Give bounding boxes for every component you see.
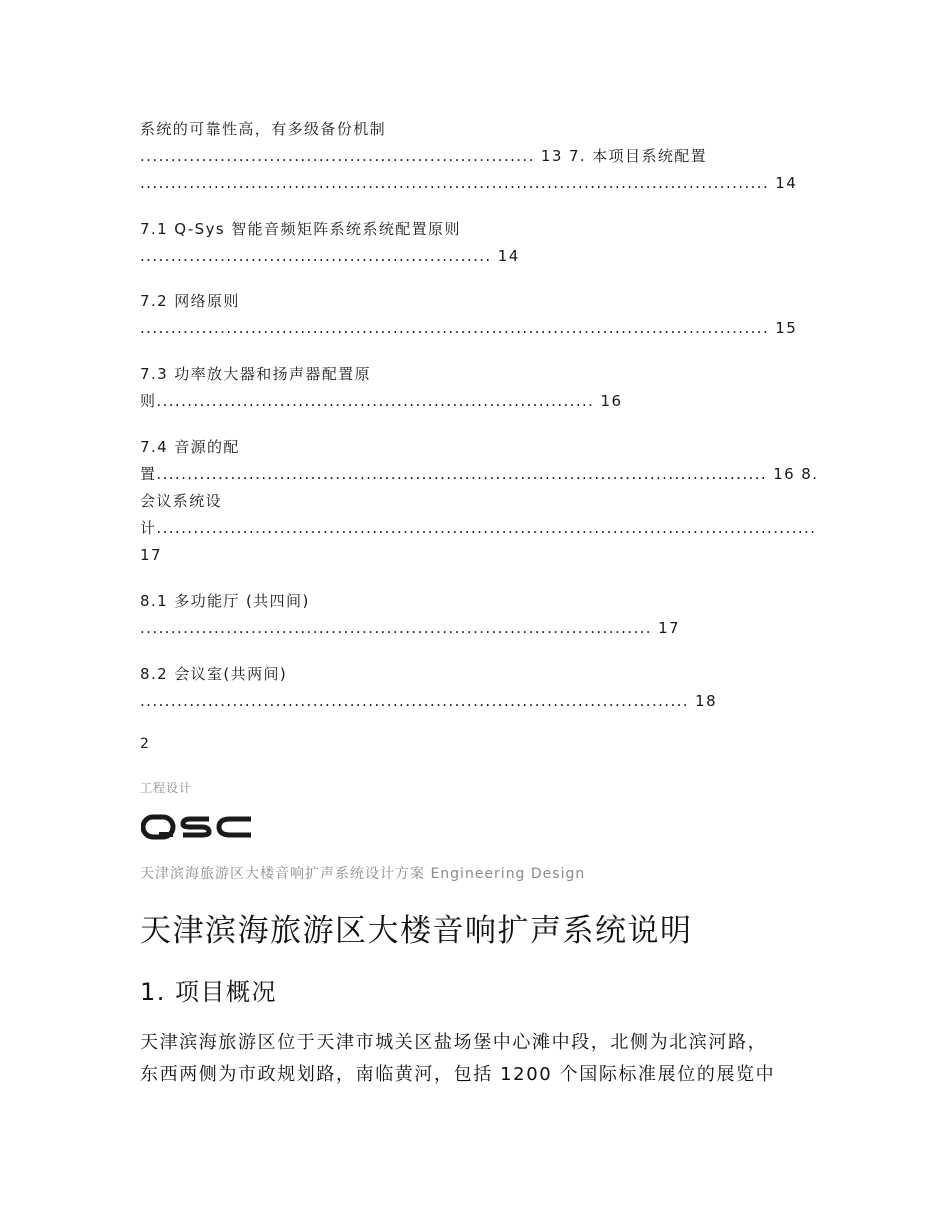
logo-text: QSC bbox=[141, 813, 144, 814]
toc-entry-text: 7.3 功率放大器和扬声器配置原 bbox=[140, 365, 372, 383]
paragraph-line: 天津滨海旅游区位于天津市城关区盐场堡中心滩中段，北侧为北滨河路， bbox=[140, 1032, 768, 1053]
page-number: 2 bbox=[140, 736, 151, 752]
paragraph-line: 东西两侧为市政规划路，南临黄河，包括 1200 个国际标准展位的展览中 bbox=[140, 1064, 776, 1085]
toc-entry-text: 7.2 网络原则 bbox=[140, 292, 240, 310]
header-label: 工程设计 bbox=[140, 781, 193, 795]
toc-entry-leader: ................................................................ 13 7. 本项目系统配置 bbox=[140, 147, 708, 165]
document-title: 天津滨海旅游区大楼音响扩声系统说明 bbox=[140, 913, 693, 949]
toc-entry-leader: 计........................................................................................................... bbox=[140, 519, 817, 537]
toc-entry-leader: 则....................................................................... 16 bbox=[140, 392, 623, 410]
toc-entry-leader: ......................................................................................... 18 bbox=[140, 692, 718, 710]
toc-entry-leader: ...................................................................................................... 15 bbox=[140, 319, 798, 337]
toc-entry-text: 7.1 Q-Sys 智能音频矩阵系统系统配置原则 bbox=[140, 220, 461, 238]
toc-entry-page: 17 bbox=[140, 546, 162, 564]
toc-entry-leader: ...................................................................................................... 14 bbox=[140, 174, 798, 192]
toc-entry-leader: 置................................................................................................... 16 8. bbox=[140, 465, 819, 483]
toc-entry-text: 8.1 多功能厅 (共四间) bbox=[140, 592, 310, 610]
toc-entry-text: 8.2 会议室(共两间) bbox=[140, 665, 288, 683]
toc-entry-text: 7.4 音源的配 bbox=[140, 438, 240, 456]
toc-entry-leader: ................................................................................... 17 bbox=[140, 619, 681, 637]
toc-entry-text: 系统的可靠性高，有多级备份机制 bbox=[140, 120, 387, 138]
section-heading: 1. 项目概况 bbox=[140, 978, 278, 1006]
toc-entry-text: 会议系统设 bbox=[140, 492, 223, 510]
header-subtitle: 天津滨海旅游区大楼音响扩声系统设计方案 Engineering Design bbox=[140, 866, 586, 882]
toc-entry-leader: ......................................................... 14 bbox=[140, 247, 520, 265]
qsc-logo bbox=[141, 813, 255, 841]
